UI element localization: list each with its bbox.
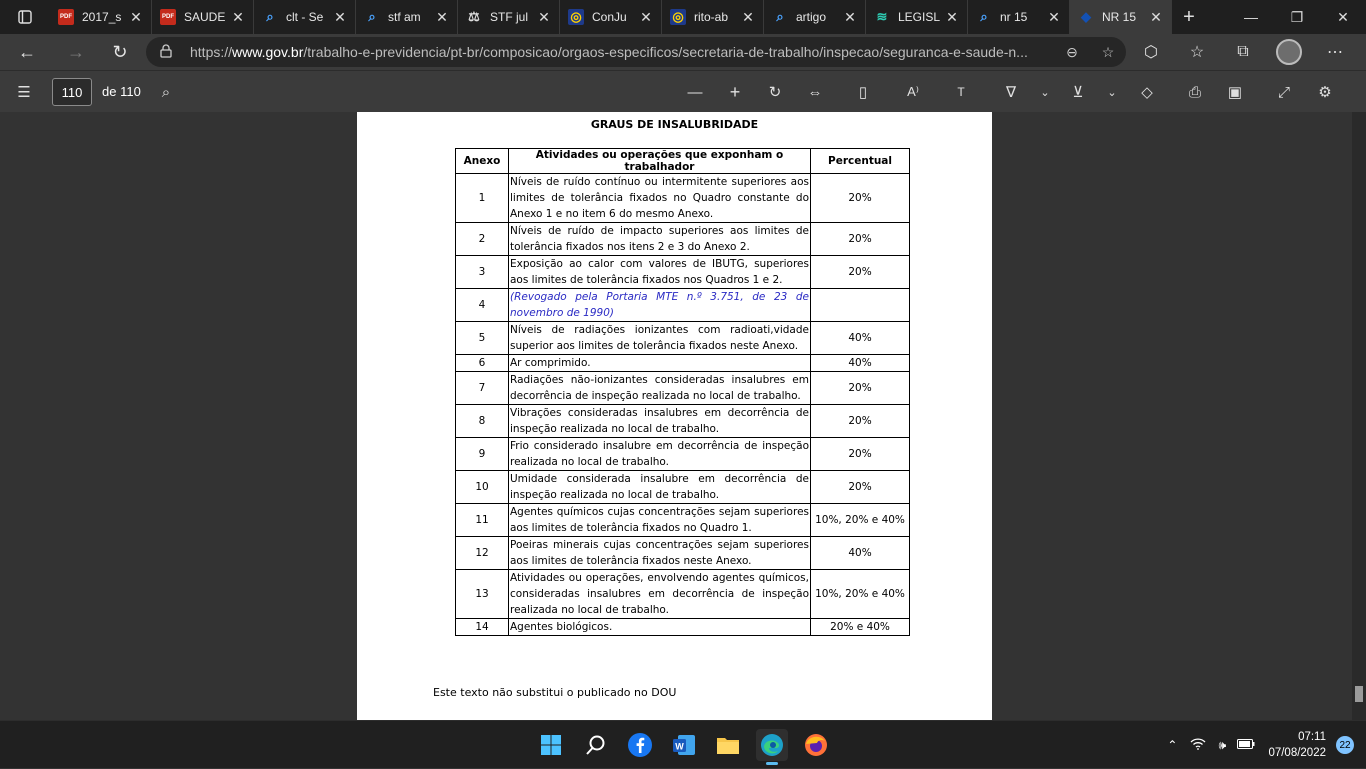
close-icon[interactable]: ✕ (130, 8, 142, 25)
scrollbar-thumb[interactable] (1355, 686, 1363, 702)
search-icon: ⌕ (980, 9, 988, 24)
save-icon[interactable]: ▣ (1227, 84, 1243, 101)
browser-tab[interactable] (458, 0, 560, 34)
table-row (456, 570, 910, 619)
tab-label: rito-ab (694, 10, 729, 24)
table-row (456, 174, 910, 223)
draw-icon[interactable]: ∇ (1005, 84, 1017, 101)
cell-percentual: 20% (811, 256, 910, 289)
tab-label: clt - Se (286, 10, 324, 24)
insalubrity-table (455, 148, 910, 636)
edge-icon[interactable] (756, 729, 788, 761)
cell-atividade: Ar comprimido. (509, 355, 811, 372)
table-row (456, 471, 910, 504)
url-field[interactable] (146, 37, 1126, 67)
cell-atividade: Níveis de radiações ionizantes com radioati,vidade superior aos limites de tolerância fixados neste Anexo. (509, 322, 811, 355)
search-icon: ⌕ (776, 9, 784, 24)
chevron-up-icon[interactable]: ⌃ (1167, 738, 1178, 752)
close-icon[interactable]: ✕ (1150, 8, 1162, 25)
tab-label: artigo (796, 10, 827, 24)
svg-text:W: W (675, 741, 684, 752)
tab-actions-icon[interactable] (0, 0, 50, 34)
cell-percentual: 20% e 40% (811, 619, 910, 636)
read-aloud-icon[interactable]: A⁾ (907, 84, 919, 99)
cell-atividade: Exposição ao calor com valores de IBUTG, superiores aos limites de tolerância fixados nos Quadros 1 e 2. (509, 256, 811, 289)
table-row (456, 619, 910, 636)
more-menu-icon[interactable]: ⋯ (1327, 44, 1343, 61)
pdf-icon: PDF (58, 9, 74, 25)
table-row (456, 372, 910, 405)
cell-atividade: Frio considerado insalubre em decorrência de inspeção realizada no local de trabalho. (509, 438, 811, 471)
close-icon[interactable]: ✕ (844, 8, 856, 25)
cell-anexo: 13 (456, 570, 509, 619)
browser-tab[interactable] (50, 0, 152, 34)
tab-label: STF jul (490, 10, 529, 24)
cell-atividade: Agentes químicos cujas concentrações sejam superiores aos limites de tolerância fixados no Quadro 1. (509, 504, 811, 537)
cell-anexo: 8 (456, 405, 509, 438)
scales-icon: ⚖ (468, 9, 480, 24)
tab-label: ConJu (592, 10, 627, 24)
cell-atividade-revoked-link[interactable]: (Revogado pela Portaria MTE n.º 3.751, de 23 de novembro de 1990) (509, 289, 811, 322)
search-icon[interactable]: ⌕ (161, 83, 171, 101)
fit-width-icon[interactable]: ⇔ (807, 83, 823, 101)
browser-tab[interactable] (560, 0, 662, 34)
search-icon: ⌕ (368, 9, 376, 24)
cell-anexo: 12 (456, 537, 509, 570)
header-atividades: Atividades ou operações que exponham o trabalhador (509, 149, 811, 174)
pdf-page (357, 112, 992, 720)
new-tab-button[interactable]: + (1183, 5, 1195, 28)
cell-percentual (811, 289, 910, 322)
tab-label: SAUDE (184, 10, 226, 24)
cell-percentual: 40% (811, 355, 910, 372)
collections-icon[interactable]: ⧉ (1237, 43, 1249, 60)
restore-icon[interactable]: ❐ (1290, 8, 1304, 25)
word-icon[interactable] (668, 729, 700, 761)
table-row (456, 322, 910, 355)
cell-percentual: 10%, 20% e 40% (811, 570, 910, 619)
battery-icon[interactable] (1234, 738, 1258, 752)
cell-anexo: 11 (456, 504, 509, 537)
cell-percentual: 20% (811, 438, 910, 471)
zoom-out-icon[interactable]: ⊖ (1066, 43, 1078, 60)
close-icon[interactable]: ✕ (640, 8, 652, 25)
chevron-down-icon[interactable]: ⌄ (1107, 86, 1117, 99)
system-tray (1158, 721, 1366, 769)
table-row (456, 405, 910, 438)
wifi-icon[interactable] (1186, 738, 1210, 753)
text-box-icon[interactable]: T (957, 85, 965, 99)
pdf-viewer (0, 112, 1366, 720)
page-number-input[interactable]: 110 (52, 78, 92, 106)
search-icon[interactable] (580, 729, 612, 761)
table-row (456, 256, 910, 289)
search-icon: ⌕ (266, 9, 274, 24)
cell-atividade: Vibrações consideradas insalubres em decorrência de inspeção realizada no local de trabalho. (509, 405, 811, 438)
print-icon[interactable]: ⎙ (1188, 83, 1201, 101)
cell-anexo: 7 (456, 372, 509, 405)
favorites-icon[interactable]: ☆ (1189, 44, 1205, 61)
close-icon[interactable]: ✕ (742, 8, 754, 25)
browser-tab[interactable] (764, 0, 866, 34)
legis-icon: ≋ (876, 9, 888, 24)
browser-tab[interactable] (866, 0, 968, 34)
volume-icon[interactable]: 🕪 (1218, 737, 1227, 752)
tab-label: 2017_s (82, 10, 122, 24)
clock-date: 07/08/2022 (1268, 747, 1326, 759)
settings-gear-icon[interactable]: ⚙ (1318, 84, 1332, 101)
cell-anexo: 9 (456, 438, 509, 471)
back-icon[interactable]: ← (18, 41, 36, 62)
table-row (456, 438, 910, 471)
cell-anexo: 5 (456, 322, 509, 355)
cell-percentual: 40% (811, 537, 910, 570)
site-icon: ◎ (670, 9, 686, 25)
cell-anexo: 14 (456, 619, 509, 636)
clock[interactable] (1268, 729, 1326, 761)
close-window-icon[interactable]: ✕ (1337, 8, 1349, 25)
browser-tab[interactable] (662, 0, 764, 34)
cell-atividade: Umidade considerada insalubre em decorrência de inspeção realizada no local de trabalho. (509, 471, 811, 504)
firefox-icon[interactable] (800, 729, 832, 761)
page-view-icon[interactable]: ▯ (858, 84, 868, 101)
cell-atividade: Atividades ou operações, envolvendo agentes químicos, consideradas insalubres em decorrência de inspeção realizada no local de trabalho. (509, 570, 811, 619)
tab-label: LEGISL (898, 10, 941, 24)
minimize-icon[interactable]: — (1244, 9, 1258, 25)
eraser-icon[interactable]: ◇ (1141, 84, 1153, 101)
cell-percentual: 20% (811, 223, 910, 256)
page-total-label: de 110 (102, 84, 141, 99)
vertical-scrollbar[interactable] (1352, 112, 1366, 720)
browser-tab-bar (0, 0, 1366, 34)
cell-anexo: 10 (456, 471, 509, 504)
cell-anexo: 1 (456, 174, 509, 223)
browser-tab[interactable] (254, 0, 356, 34)
cell-atividade: Radiações não-ionizantes consideradas insalubres em decorrência de inspeção realizada no local de trabalho. (509, 372, 811, 405)
cell-anexo: 3 (456, 256, 509, 289)
lock-icon (160, 44, 178, 61)
cell-anexo: 6 (456, 355, 509, 372)
rotate-icon[interactable]: ↻ (768, 84, 782, 101)
browser-tab[interactable] (968, 0, 1070, 34)
close-icon[interactable]: ✕ (436, 8, 448, 25)
cell-atividade: Agentes biológicos. (509, 619, 811, 636)
table-header-row (456, 149, 910, 174)
contents-list-icon[interactable]: ☰ (17, 84, 31, 101)
close-icon[interactable]: ✕ (1048, 8, 1060, 25)
file-explorer-icon[interactable] (712, 729, 744, 761)
tab-label: NR 15 (1102, 10, 1137, 24)
cell-atividade: Níveis de ruído contínuo ou intermitente superiores aos limites de tolerância fixados no Quadro constante do Anexo 1 e no item 6 do mesmo Anexo. (509, 174, 811, 223)
start-icon[interactable] (535, 729, 567, 761)
header-anexo: Anexo (456, 149, 509, 174)
address-bar (0, 34, 1366, 70)
table-row (456, 223, 910, 256)
forward-icon[interactable]: → (67, 41, 85, 62)
cell-anexo: 2 (456, 223, 509, 256)
close-icon[interactable]: ✕ (232, 8, 244, 25)
table-row (456, 289, 910, 322)
zoom-in-icon[interactable]: + (729, 81, 741, 102)
table-row (456, 355, 910, 372)
chevron-down-icon[interactable]: ⌄ (1040, 86, 1050, 99)
table-row (456, 504, 910, 537)
site-icon: ◎ (568, 9, 584, 25)
cell-percentual: 40% (811, 322, 910, 355)
zoom-out-icon[interactable]: — (687, 83, 703, 101)
footer-note: Este texto não substitui o publicado no DOU (433, 686, 677, 699)
tab-label: stf am (388, 10, 421, 24)
cell-atividade: Poeiras minerais cujas concentrações sejam superiores aos limites de tolerância fixados neste Anexo. (509, 537, 811, 570)
browser-tab[interactable] (356, 0, 458, 34)
cell-percentual: 20% (811, 174, 910, 223)
notification-badge[interactable]: 22 (1336, 736, 1354, 754)
cell-percentual: 10%, 20% e 40% (811, 504, 910, 537)
add-favorite-icon[interactable]: ☆ (1101, 43, 1115, 60)
document-title: GRAUS DE INSALUBRIDADE (590, 118, 759, 131)
taskbar (0, 720, 1366, 768)
refresh-icon[interactable]: ↻ (112, 41, 128, 62)
browser-tab[interactable] (1070, 0, 1172, 34)
cell-percentual: 20% (811, 372, 910, 405)
pdf-icon: PDF (160, 9, 176, 25)
close-icon[interactable]: ✕ (538, 8, 550, 25)
avatar[interactable] (1276, 39, 1302, 65)
table-row (456, 537, 910, 570)
fullscreen-icon[interactable]: ⤢ (1277, 83, 1290, 101)
header-percentual: Percentual (811, 149, 910, 174)
url-text: https://www.gov.br/trabalho-e-previdencia/pt-br/composicao/orgaos-especificos/secretaria-de-trabalho/inspecao/seguranca-e-saude-n... (190, 44, 1028, 60)
clock-time: 07:11 (1298, 731, 1326, 743)
facebook-icon[interactable] (624, 729, 656, 761)
gov-icon: ◆ (1081, 9, 1091, 24)
cell-percentual: 20% (811, 471, 910, 504)
tab-label: nr 15 (1000, 10, 1028, 24)
cell-atividade: Níveis de ruído de impacto superiores aos limites de tolerância fixados nos itens 2 e 3 do Anexo 2. (509, 223, 811, 256)
cell-anexo: 4 (456, 289, 509, 322)
close-icon[interactable]: ✕ (334, 8, 346, 25)
browser-tab[interactable] (152, 0, 254, 34)
cell-percentual: 20% (811, 405, 910, 438)
highlight-icon[interactable]: ⊻ (1072, 84, 1084, 101)
pdf-toolbar (0, 70, 1366, 112)
extensions-icon[interactable]: ⬡ (1144, 44, 1158, 61)
close-icon[interactable]: ✕ (946, 8, 958, 25)
